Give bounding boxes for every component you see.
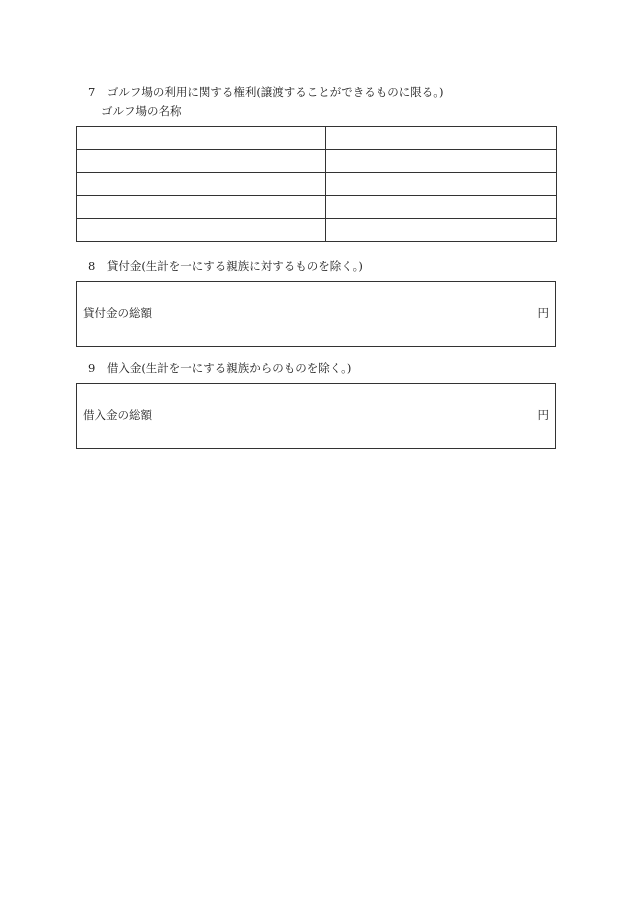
golf-course-name-cell — [77, 150, 326, 173]
golf-course-name-label: ゴルフ場の名称 — [101, 104, 182, 118]
golf-course-detail-cell — [326, 150, 557, 173]
golf-course-detail-cell — [326, 127, 557, 150]
yen-unit: 円 — [537, 306, 549, 320]
loans-receivable-total-label: 貸付金の総額 — [83, 306, 152, 320]
table-row — [77, 150, 557, 173]
borrowings-total-label: 借入金の総額 — [83, 408, 152, 422]
section7-title: 7 ゴルフ場の利用に関する権利(譲渡することができるものに限る。) — [88, 85, 444, 99]
borrowings-box — [76, 383, 556, 449]
table-row — [77, 196, 557, 219]
section9-title: 9 借入金(生計を一にする親族からのものを除く。) — [88, 361, 352, 375]
golf-course-table — [76, 126, 557, 242]
loans-receivable-box — [76, 281, 556, 347]
golf-course-name-cell — [77, 127, 326, 150]
golf-course-detail-cell — [326, 173, 557, 196]
golf-course-name-cell — [77, 219, 326, 242]
golf-course-detail-cell — [326, 219, 557, 242]
golf-course-detail-cell — [326, 196, 557, 219]
table-row — [77, 219, 557, 242]
golf-course-name-cell — [77, 196, 326, 219]
table-row — [77, 127, 557, 150]
yen-unit: 円 — [537, 408, 549, 422]
golf-course-name-cell — [77, 173, 326, 196]
table-row — [77, 173, 557, 196]
section8-title: 8 貸付金(生計を一にする親族に対するものを除く。) — [88, 259, 363, 273]
